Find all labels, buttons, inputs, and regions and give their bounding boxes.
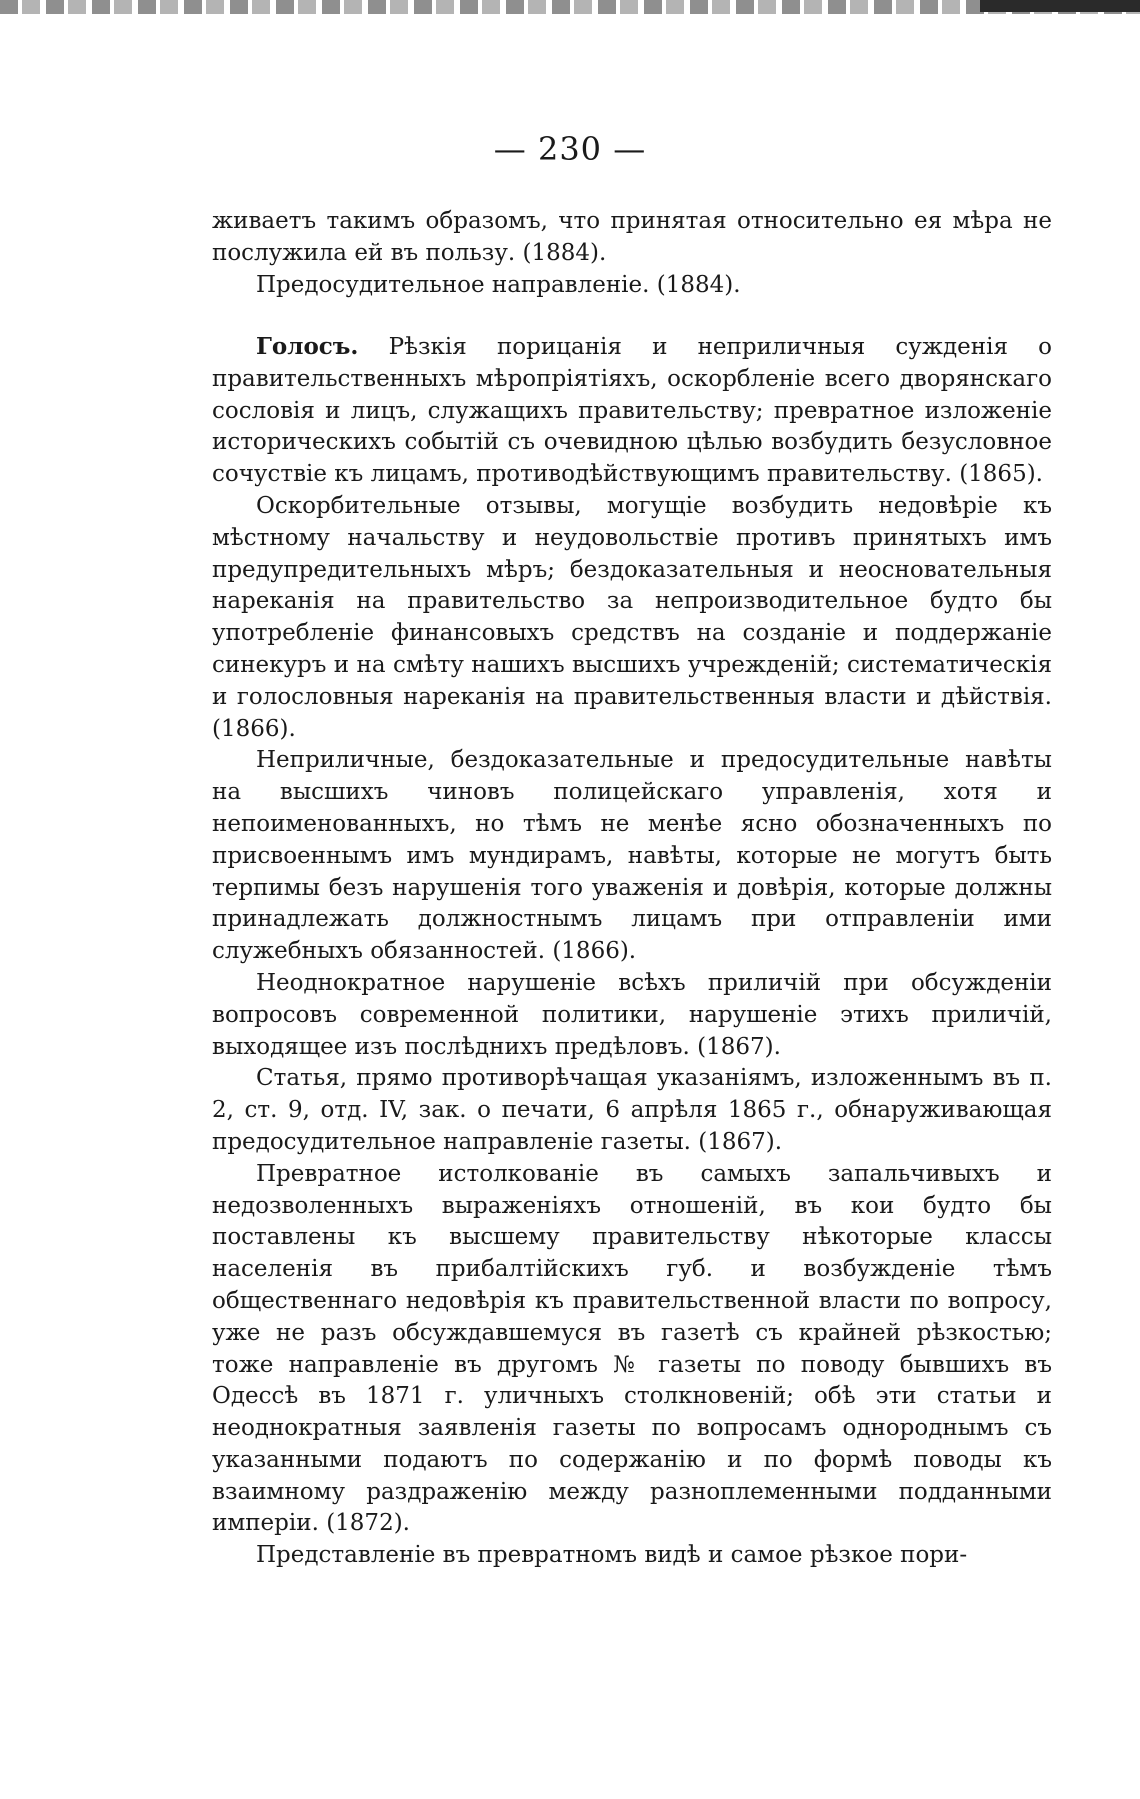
paragraph-golos [212,331,1052,491]
paragraph-1872: Превратное истолкованіе въ самыхъ запальчивыхъ и недозволенныхъ выраженіяхъ отношеній, въ кои будто бы поставлены къ высшему правительству нѣкоторые классы населенія въ прибалтійскихъ губ. и возбужденіе тѣмъ общественнаго недовѣрія къ правительственной власти по вопросу, уже не разъ обсуждавшемуся въ газетѣ съ крайней рѣзкостью; тоже направленіе въ другомъ № газеты по поводу бывшихъ въ Одессѣ въ 1871 г. уличныхъ столкновеній; обѣ эти статьи и неоднократныя заявленія газеты по вопросамъ однороднымъ съ указанными подаютъ по содержанію и по формѣ поводы къ взаимному раздраженію между разноплеменными подданными имперіи. (1872). [212,1160,1052,1537]
paragraph-1867-b: Статья, прямо противорѣчащая указаніямъ, изложеннымъ въ п. 2, ст. 9, отд. IV, зак. о печати, 6 апрѣля 1865 г., обнаруживающая предосудительное направленіе газеты. (1867). [212,1065,1052,1155]
paragraph-1866-a: Оскорбительные отзывы, могущіе возбудить недовѣріе къ мѣстному начальству и неудовольствіе противъ принятыхъ имъ предупредительныхъ мѣръ; бездоказательныя и неосновательныя нареканія на правительство за непроизводительное будто бы употребленіе финансовыхъ средствъ на созданіе и поддержаніе синекуръ и на смѣту нашихъ высшихъ учрежденій; систематическія и голословныя нареканія на правительственныя власти и дѣйствія. (1866). [212,492,1052,742]
body-text-main [212,331,1052,1572]
newspaper-title: Голосъ. [256,333,359,360]
body-text-top [212,206,1052,301]
paragraph-continuation: живаетъ такимъ образомъ, что принятая относительно ея мѣра не послужила ей въ пользу. (1884). [212,208,1052,266]
paragraph-final: Представленіе въ превратномъ видѣ и самое рѣзкое пори- [256,1542,968,1569]
paragraph-verdict: Предосудительное направленіе. (1884). [256,271,741,298]
top-edge-scan-mark [0,0,1140,14]
page-number: — 230 — [493,130,647,168]
paragraph-1866-b: Неприличные, бездоказательные и предосудительные навѣты на высшихъ чиновъ полицейскаго управленія, хотя и непоименованныхъ, но тѣмъ не менѣе ясно обозначенныхъ по присвоеннымъ имъ мундирамъ, навѣты, которые не могутъ быть терпимы безъ нарушенія того уваженія и довѣрія, которые должны принадлежать должностнымъ лицамъ при отправленіи ими служебныхъ обязанностей. (1866). [212,747,1052,965]
paragraph-1867-a: Неоднократное нарушеніе всѣхъ приличій при обсужденіи вопросовъ современной политики, нарушеніе этихъ приличій, выходящее изъ послѣднихъ предѣловъ. (1867). [212,969,1052,1060]
paragraph-golos-text: Рѣзкія порицанія и неприличныя сужденія о правительственныхъ мѣропріятіяхъ, оскорбленіе всего дворянскаго сословія и лицъ, служащихъ правительству; превратное изложеніе историческихъ событій съ очевидною цѣлью возбудить безусловное сочуствіе къ лицамъ, противодѣйствующимъ правительству. (1865). [212,334,1052,488]
top-edge-scan-bar [980,0,1140,12]
